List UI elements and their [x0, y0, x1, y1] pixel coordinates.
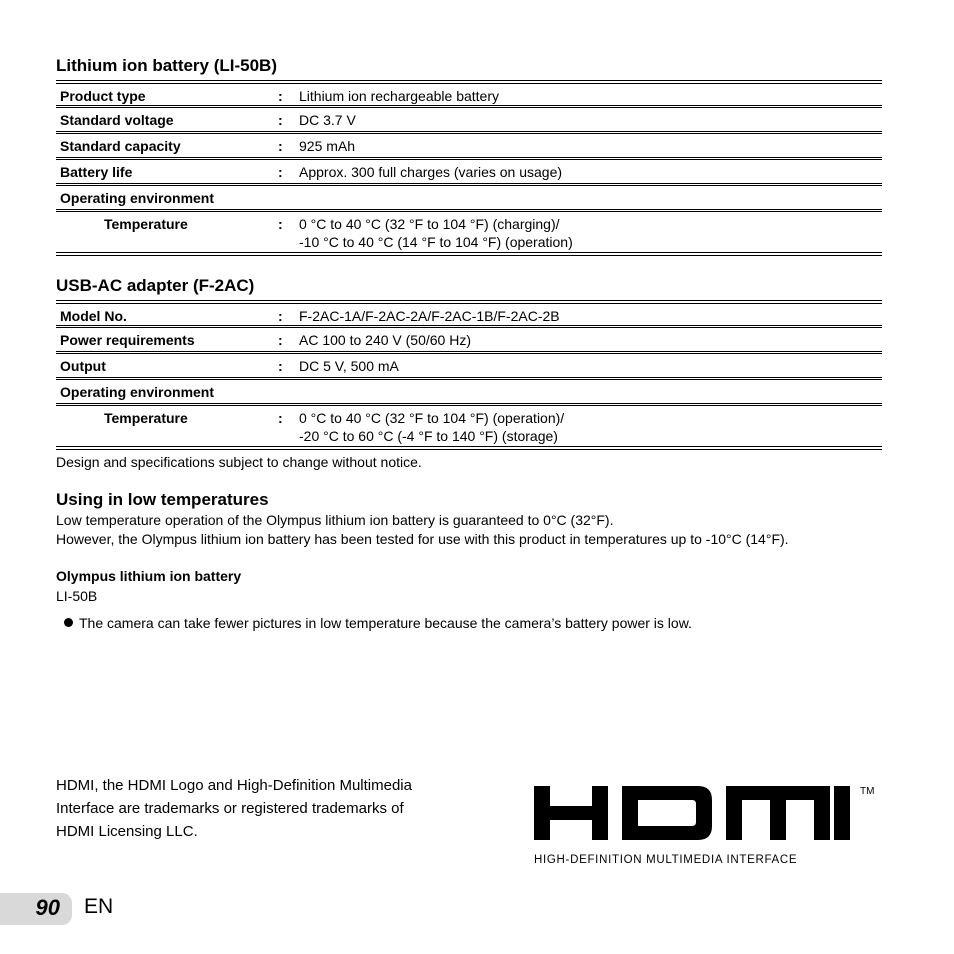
row-colon: : [278, 358, 283, 374]
table-row [56, 185, 882, 210]
row-value: DC 5 V, 500 mA [299, 358, 399, 374]
row-label: Operating environment [60, 190, 215, 206]
hdmi-text-line: Interface are trademarks or registered trademarks of [56, 800, 404, 817]
hdmi-logo-tagline: HIGH-DEFINITION MULTIMEDIA INTERFACE [534, 854, 798, 866]
table-row [56, 327, 882, 352]
table-bottom-rule [56, 253, 882, 256]
battery-model: LI-50B [56, 588, 98, 604]
bullet-icon [64, 618, 73, 627]
row-colon: : [278, 138, 283, 154]
row-value: AC 100 to 240 V (50/60 Hz) [299, 332, 471, 348]
low-temp-bullet [64, 615, 692, 631]
table-row [56, 107, 882, 132]
row-value-line: 0 °C to 40 °C (32 °F to 104 °F) (charging)/ [299, 216, 560, 232]
spec-change-notice: Design and specifications subject to change without notice. [56, 454, 422, 470]
row-colon: : [278, 308, 283, 324]
row-value-line: 0 °C to 40 °C (32 °F to 104 °F) (operation)/ [299, 410, 565, 426]
bullet-text: The camera can take fewer pictures in low temperature because the camera’s battery power is low. [79, 615, 692, 631]
table-row [56, 304, 882, 326]
hdmi-tm-mark: TM [860, 786, 875, 797]
table-row [56, 379, 882, 404]
battery-subheading: Olympus lithium ion battery [56, 568, 242, 584]
table-row [56, 405, 882, 447]
low-temp-line-2: However, the Olympus lithium ion battery has been tested for use with this product in temperatures up to -10°C (14°F). [56, 531, 789, 547]
row-colon: : [278, 164, 283, 180]
row-colon: : [278, 410, 283, 426]
language-label: EN [84, 895, 114, 918]
hdmi-logo [530, 784, 880, 873]
hdmi-logo-graphic [530, 784, 880, 868]
row-value: Approx. 300 full charges (varies on usage) [299, 164, 563, 180]
row-value: Lithium ion rechargeable battery [299, 88, 500, 104]
page-number-tab [0, 893, 72, 925]
row-label: Battery life [60, 164, 133, 180]
row-colon: : [278, 216, 283, 232]
low-temp-line-1: Low temperature operation of the Olympus lithium ion battery is guaranteed to 0°C (32°F). [56, 512, 614, 528]
row-value: 925 mAh [299, 138, 356, 154]
row-colon: : [278, 88, 283, 104]
row-label: Model No. [60, 308, 127, 324]
battery-spec-table [56, 80, 882, 256]
page-number: 90 [35, 895, 60, 920]
row-value [299, 409, 564, 445]
row-colon: : [278, 112, 283, 128]
row-value: DC 3.7 V [299, 112, 356, 128]
table-row [56, 84, 882, 106]
table-row [56, 133, 882, 158]
row-label: Temperature [104, 410, 188, 426]
row-label: Power requirements [60, 332, 195, 348]
row-label: Output [60, 358, 106, 374]
table-row [56, 211, 882, 253]
row-colon: : [278, 332, 283, 348]
low-temp-heading: Using in low temperatures [56, 490, 269, 509]
table-row [56, 159, 882, 184]
adapter-section-title: USB-AC adapter (F-2AC) [56, 276, 255, 295]
row-label: Standard capacity [60, 138, 181, 154]
adapter-spec-table [56, 300, 882, 450]
hdmi-trademark-text [56, 774, 476, 843]
row-value: F-2AC-1A/F-2AC-2A/F-2AC-1B/F-2AC-2B [299, 308, 560, 324]
table-row [56, 353, 882, 378]
table-bottom-rule [56, 447, 882, 450]
hdmi-text-line: HDMI Licensing LLC. [56, 823, 198, 840]
row-value [299, 215, 573, 251]
row-label: Standard voltage [60, 112, 174, 128]
row-label: Temperature [104, 216, 188, 232]
battery-section-title: Lithium ion battery (LI-50B) [56, 56, 277, 75]
row-value-line: -10 °C to 40 °C (14 °F to 104 °F) (operation) [299, 234, 573, 250]
row-label: Operating environment [60, 384, 215, 400]
row-value-line: -20 °C to 60 °C (-4 °F to 140 °F) (storage) [299, 428, 558, 444]
row-label: Product type [60, 88, 146, 104]
hdmi-text-line: HDMI, the HDMI Logo and High-Definition Multimedia [56, 777, 412, 794]
